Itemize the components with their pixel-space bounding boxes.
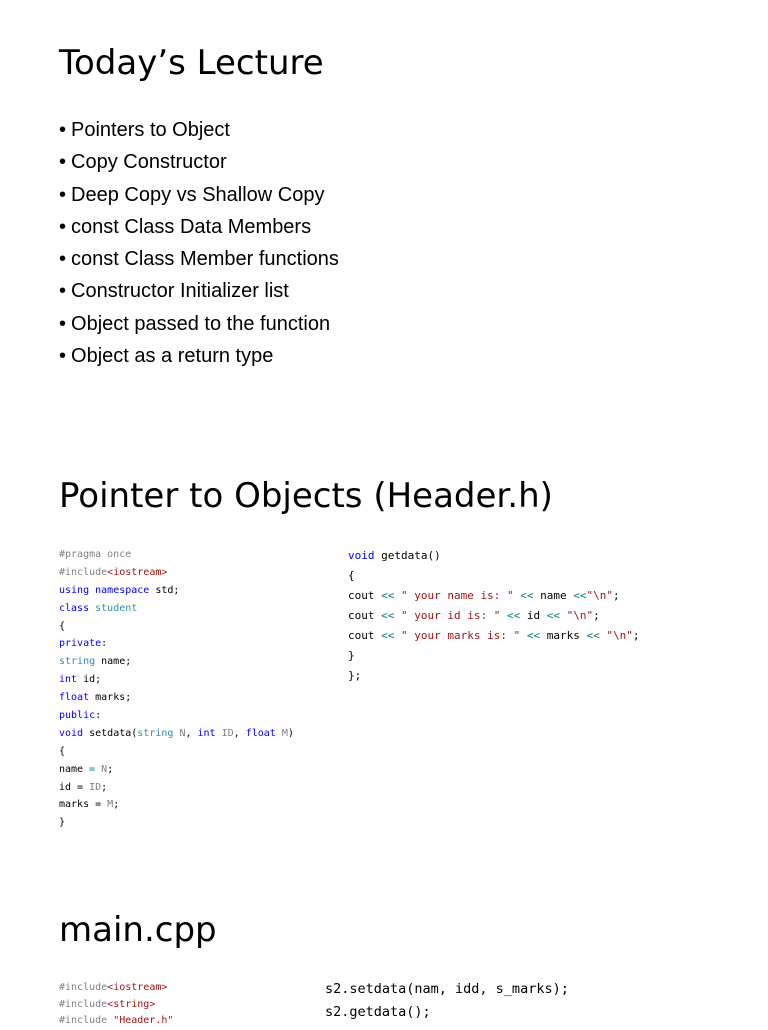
code-token: <string> xyxy=(107,998,156,1010)
code-line xyxy=(59,600,294,618)
topic-item: • Object passed to the function xyxy=(59,308,339,340)
code-token: << xyxy=(520,589,534,602)
code-token: } xyxy=(348,649,355,662)
header-code-block-getdata xyxy=(348,546,639,686)
code-token: float xyxy=(245,727,276,739)
code-line xyxy=(59,761,294,779)
code-token xyxy=(394,609,401,622)
code-token: M xyxy=(107,799,114,811)
code-token: setdata( xyxy=(83,727,138,739)
topic-item: • Constructor Initializer list xyxy=(59,275,339,307)
code-token xyxy=(394,589,401,602)
code-token: "\n" xyxy=(566,609,594,622)
code-token: } xyxy=(59,817,66,829)
code-token: id xyxy=(520,609,547,622)
code-token: ; xyxy=(632,629,640,642)
code-token: << xyxy=(381,629,395,642)
code-line xyxy=(59,779,294,797)
code-token: ; xyxy=(593,609,600,622)
code-line xyxy=(325,978,569,1001)
code-token: getdata() xyxy=(374,549,441,562)
code-token: name xyxy=(533,589,574,602)
code-line xyxy=(59,582,294,600)
code-token xyxy=(394,629,401,642)
code-token: }; xyxy=(348,669,362,682)
code-token: "\n" xyxy=(606,629,633,642)
topic-item: • Pointers to Object xyxy=(59,114,339,146)
code-line xyxy=(59,796,294,814)
code-token: ; xyxy=(113,799,120,811)
code-token: ID xyxy=(221,727,234,739)
main-slide-title: main.cpp xyxy=(59,910,217,950)
code-line xyxy=(348,666,639,686)
code-token: << xyxy=(573,589,587,602)
code-line xyxy=(59,725,294,743)
code-line xyxy=(59,653,294,671)
code-token: #include xyxy=(59,982,108,993)
code-token: public xyxy=(59,710,96,722)
topic-item: • Object as a return type xyxy=(59,340,339,372)
code-token: int xyxy=(197,727,216,739)
code-token: "Header.h" xyxy=(113,1015,174,1026)
code-token: namespace xyxy=(95,584,150,596)
code-token: int xyxy=(59,674,78,686)
code-token: { xyxy=(59,620,66,632)
code-line xyxy=(348,586,639,606)
code-token: #include xyxy=(59,998,108,1010)
code-token: #include xyxy=(59,1015,114,1026)
code-line xyxy=(348,606,639,626)
topic-item: • const Class Data Members xyxy=(59,211,339,243)
code-token: using xyxy=(59,584,90,596)
main-code-block-includes xyxy=(59,980,173,1030)
code-token: s2.getdata(); xyxy=(325,1004,431,1020)
code-token: N xyxy=(179,727,186,739)
code-token: << xyxy=(546,609,560,622)
code-line xyxy=(59,707,294,725)
code-token: cout xyxy=(348,629,382,642)
topic-item: • Deep Copy vs Shallow Copy xyxy=(59,179,339,211)
code-token: marks = xyxy=(59,799,108,811)
code-token: string xyxy=(137,727,174,739)
code-line xyxy=(59,564,294,582)
code-line xyxy=(59,743,294,761)
code-line xyxy=(59,814,294,832)
topic-item: • const Class Member functions xyxy=(59,243,339,275)
code-token: student xyxy=(95,602,138,614)
code-token: float xyxy=(59,692,90,704)
code-token: : xyxy=(101,638,108,650)
code-token: " your marks is: " xyxy=(401,629,521,642)
code-line xyxy=(59,671,294,689)
code-token: " your name is: " xyxy=(401,589,514,602)
code-line xyxy=(325,1001,569,1024)
lecture-title: Today’s Lecture xyxy=(59,43,324,83)
code-line xyxy=(348,646,639,666)
header-code-block-class xyxy=(59,546,294,832)
main-code-block-calls xyxy=(325,978,569,1024)
code-token: << xyxy=(506,609,521,622)
code-token: s2.setdata(nam, idd, s_marks); xyxy=(325,981,569,997)
code-token: class xyxy=(59,602,90,614)
code-token: ID xyxy=(89,781,102,793)
code-token: cout xyxy=(348,609,382,622)
code-token: << xyxy=(381,589,395,602)
code-token: string xyxy=(59,656,96,668)
lecture-topic-list xyxy=(59,114,339,372)
code-token: marks; xyxy=(89,692,132,704)
code-token: #pragma once xyxy=(59,549,132,560)
code-token: { xyxy=(348,569,355,582)
code-token: void xyxy=(348,549,375,562)
topic-item: • Copy Constructor xyxy=(59,146,339,178)
code-token: ; xyxy=(107,763,114,775)
code-token: N xyxy=(101,763,108,775)
code-token: , xyxy=(233,727,246,739)
code-line xyxy=(59,1013,173,1030)
code-token: : xyxy=(95,710,102,722)
code-token: name; xyxy=(95,656,132,668)
code-token: = xyxy=(89,763,96,775)
code-line xyxy=(348,566,639,586)
code-token: , xyxy=(185,727,198,739)
code-line xyxy=(59,618,294,636)
code-line xyxy=(59,546,294,564)
code-line xyxy=(348,546,639,566)
code-token: name xyxy=(59,763,90,775)
code-token: " your id is: " xyxy=(401,609,501,622)
code-token xyxy=(560,609,567,622)
code-token: << xyxy=(526,629,541,642)
header-slide-title: Pointer to Objects (Header.h) xyxy=(59,476,553,516)
code-token: ; xyxy=(101,781,108,793)
code-token: void xyxy=(59,727,84,739)
code-line xyxy=(59,980,173,997)
code-token: << xyxy=(586,629,600,642)
code-token: #include xyxy=(59,566,108,578)
code-token: cout xyxy=(348,589,382,602)
code-token: "\n" xyxy=(586,589,613,602)
code-token: marks xyxy=(540,629,587,642)
code-line xyxy=(348,626,639,646)
code-token: M xyxy=(281,727,288,739)
code-token: std; xyxy=(149,584,180,596)
code-line xyxy=(59,689,294,707)
code-line xyxy=(59,635,294,653)
code-token: ) xyxy=(287,727,294,739)
code-token xyxy=(500,609,507,622)
code-token: ; xyxy=(612,589,620,602)
code-token: id; xyxy=(77,674,102,686)
code-token: <iostream> xyxy=(107,982,168,993)
code-token: id = xyxy=(59,781,90,793)
code-token: << xyxy=(381,609,395,622)
code-token: <iostream> xyxy=(107,566,168,578)
code-line xyxy=(59,997,173,1014)
code-token: private xyxy=(59,638,102,650)
code-token xyxy=(520,629,527,642)
code-token: { xyxy=(59,745,66,757)
